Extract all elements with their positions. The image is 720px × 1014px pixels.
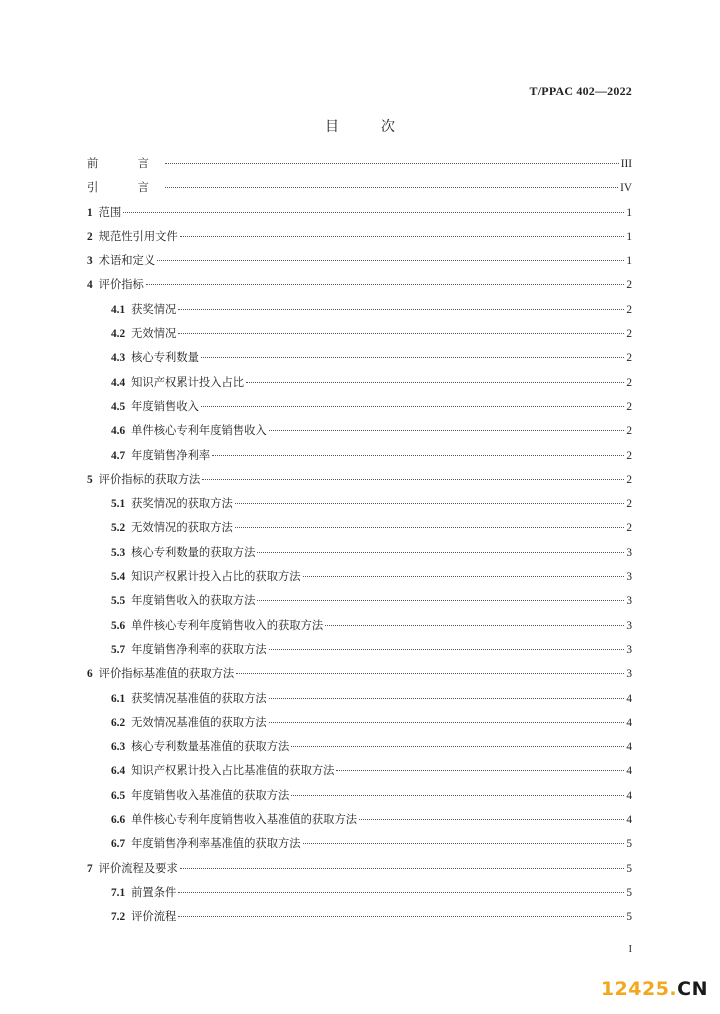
toc-leader-dots <box>178 301 624 310</box>
toc-entry[interactable] <box>87 225 632 249</box>
toc-entry-number: 6.4 <box>111 765 126 778</box>
toc-entry-number: 6.6 <box>111 814 126 827</box>
toc-entry-number: 4.1 <box>111 303 126 316</box>
toc-entry-page: 4 <box>626 789 632 802</box>
toc-entry[interactable] <box>87 541 632 565</box>
toc-leader-dots <box>178 325 624 334</box>
toc-leader-dots <box>235 495 625 504</box>
toc-entry-page: 2 <box>626 473 632 486</box>
toc-entry[interactable] <box>87 832 632 856</box>
toc-entry[interactable] <box>87 808 632 832</box>
toc-leader-dots <box>303 568 625 577</box>
toc-entry-page: 2 <box>626 279 632 292</box>
toc-entry-label: 单件核心专利年度销售收入基准值的获取方法 <box>131 813 358 827</box>
toc-entry[interactable] <box>87 322 632 346</box>
toc-leader-dots <box>269 641 625 650</box>
toc-entry-page: 3 <box>626 546 632 559</box>
toc-entry-number: 6 <box>87 668 93 681</box>
toc-entry-label: 规范性引用文件 <box>98 229 178 243</box>
toc-leader-dots <box>202 471 624 480</box>
toc-entry-page: III <box>620 158 632 170</box>
toc-entry-page: 2 <box>626 328 632 341</box>
toc-entry-label: 年度销售收入 <box>131 399 199 413</box>
toc-title: 目 次 <box>325 119 409 135</box>
toc-entry[interactable] <box>87 273 632 297</box>
toc-entry-label: 评价流程 <box>131 910 177 924</box>
toc-entry-number: 6.1 <box>111 692 126 705</box>
toc-entry-label: 前 言 <box>87 157 163 170</box>
toc-entry[interactable] <box>87 176 632 200</box>
toc-leader-dots <box>123 204 624 213</box>
toc-entry-label: 年度销售净利率的获取方法 <box>131 642 267 656</box>
toc-entry[interactable] <box>87 735 632 759</box>
toc-entry-number: 5.7 <box>111 643 126 656</box>
toc-entry-number: 6.2 <box>111 716 126 729</box>
watermark-dot: . <box>669 978 678 1000</box>
toc-entry-page: 3 <box>626 643 632 656</box>
toc-leader-dots <box>157 252 624 261</box>
toc-entry-number: 6.7 <box>111 838 126 851</box>
toc-leader-dots <box>246 374 624 383</box>
toc-leader-dots <box>165 155 619 164</box>
toc-entry[interactable] <box>87 565 632 589</box>
toc-entry[interactable] <box>87 346 632 370</box>
toc-leader-dots <box>303 835 625 844</box>
toc-entry[interactable] <box>87 395 632 419</box>
toc-leader-dots <box>235 519 625 528</box>
toc-entry-label: 知识产权累计投入占比基准值的获取方法 <box>131 764 335 778</box>
toc-leader-dots <box>178 908 624 917</box>
toc-entry[interactable] <box>87 201 632 225</box>
toc-entry-label: 评价指标的获取方法 <box>98 472 201 486</box>
toc-entry-number: 4.7 <box>111 449 126 462</box>
toc-entry[interactable] <box>87 444 632 468</box>
toc-leader-dots <box>146 276 624 285</box>
toc-leader-dots <box>178 884 624 893</box>
toc-entry[interactable] <box>87 298 632 322</box>
toc-entry[interactable] <box>87 492 632 516</box>
watermark-tld: CN <box>677 978 708 1000</box>
toc-entry-number: 4.3 <box>111 352 126 365</box>
toc-entry-number: 5 <box>87 473 93 486</box>
toc-leader-dots <box>325 617 624 626</box>
site-watermark <box>601 978 708 1000</box>
toc-entry-label: 评价流程及要求 <box>98 861 178 875</box>
toc-entry-label: 年度销售净利率 <box>131 448 211 462</box>
toc-entry-page: 1 <box>626 255 632 268</box>
toc-leader-dots <box>291 738 624 747</box>
toc-entry[interactable] <box>87 419 632 443</box>
toc-entry-label: 范围 <box>98 205 122 219</box>
toc-entry-page: 3 <box>626 571 632 584</box>
toc-entry[interactable] <box>87 784 632 808</box>
toc-leader-dots <box>291 787 624 796</box>
toc-leader-dots <box>212 447 624 456</box>
toc-entry-number: 4.6 <box>111 425 126 438</box>
toc-entry-label: 年度销售收入基准值的获取方法 <box>131 788 290 802</box>
toc-entry[interactable] <box>87 857 632 881</box>
toc-entry-page: 4 <box>626 692 632 705</box>
toc-entry-page: 2 <box>626 303 632 316</box>
toc-entry-label: 年度销售净利率基准值的获取方法 <box>131 837 301 851</box>
toc-entry-page: 5 <box>626 862 632 875</box>
toc-entry-label: 评价指标 <box>98 278 144 292</box>
toc-entry-page: 1 <box>626 206 632 219</box>
toc-entry-label: 获奖情况的获取方法 <box>131 497 233 511</box>
toc-leader-dots <box>180 860 625 869</box>
toc-entry-label: 评价指标基准值的获取方法 <box>98 667 235 681</box>
toc-entry-page: 5 <box>626 886 632 899</box>
toc-leader-dots <box>269 422 625 431</box>
toc-entry-number: 3 <box>87 255 93 268</box>
toc-entry-number: 4.5 <box>111 400 126 413</box>
toc-entry-label: 无效情况的获取方法 <box>131 521 233 535</box>
watermark-number: 12425 <box>600 978 670 1000</box>
toc-entry-number: 1 <box>87 206 93 219</box>
toc-entry-page: 1 <box>626 230 632 243</box>
toc-entry-page: 4 <box>626 741 632 754</box>
toc-leader-dots <box>201 398 624 407</box>
toc-leader-dots <box>359 811 624 820</box>
toc-entry[interactable] <box>87 152 632 176</box>
toc-entry[interactable] <box>87 468 632 492</box>
toc-entry[interactable] <box>87 711 632 735</box>
table-of-contents <box>87 152 632 930</box>
toc-entry-page: 3 <box>626 619 632 632</box>
toc-entry-number: 4.2 <box>111 328 126 341</box>
toc-entry-number: 7.1 <box>111 886 126 899</box>
toc-entry[interactable] <box>87 371 632 395</box>
toc-entry-label: 术语和定义 <box>98 254 156 268</box>
toc-entry-number: 6.5 <box>111 789 126 802</box>
toc-entry-label: 无效情况 <box>131 327 177 341</box>
toc-entry-page: 3 <box>626 595 632 608</box>
toc-leader-dots <box>257 592 624 601</box>
toc-entry-number: 7.2 <box>111 911 126 924</box>
toc-entry[interactable] <box>87 614 632 638</box>
toc-entry-number: 6.3 <box>111 741 126 754</box>
toc-entry-page: 4 <box>626 814 632 827</box>
standard-code: T/PPAC 402—2022 <box>529 84 632 98</box>
toc-leader-dots <box>257 544 624 553</box>
toc-entry-page: 2 <box>626 449 632 462</box>
toc-entry[interactable] <box>87 249 632 273</box>
toc-entry-label: 知识产权累计投入占比的获取方法 <box>131 570 301 584</box>
toc-leader-dots <box>180 228 625 237</box>
toc-entry-number: 5.6 <box>111 619 126 632</box>
toc-entry-number: 2 <box>87 230 93 243</box>
toc-entry[interactable] <box>87 759 632 783</box>
toc-entry-label: 核心专利数量 <box>131 351 199 365</box>
toc-entry-label: 核心专利数量的获取方法 <box>131 545 256 559</box>
toc-entry-number: 5.3 <box>111 546 126 559</box>
toc-entry-label: 前置条件 <box>131 885 177 899</box>
toc-entry[interactable] <box>87 589 632 613</box>
toc-entry-page: 3 <box>626 668 632 681</box>
toc-entry-page: 4 <box>626 716 632 729</box>
toc-entry[interactable] <box>87 905 632 929</box>
toc-entry-label: 获奖情况基准值的获取方法 <box>131 691 267 705</box>
toc-entry-label: 核心专利数量基准值的获取方法 <box>131 740 290 754</box>
toc-entry-number: 7 <box>87 862 93 875</box>
toc-entry-label: 引 言 <box>87 181 163 195</box>
toc-entry[interactable] <box>87 638 632 662</box>
toc-entry-page: 5 <box>626 911 632 924</box>
toc-entry-page: 4 <box>626 765 632 778</box>
toc-entry-label: 单件核心专利年度销售收入的获取方法 <box>131 618 324 632</box>
toc-entry-label: 无效情况基准值的获取方法 <box>131 715 267 729</box>
toc-entry-number: 5.1 <box>111 498 126 511</box>
toc-leader-dots <box>165 179 618 188</box>
toc-entry-page: 2 <box>626 498 632 511</box>
toc-entry-page: 5 <box>626 838 632 851</box>
toc-leader-dots <box>236 665 624 674</box>
toc-entry-page: 2 <box>626 352 632 365</box>
toc-entry[interactable] <box>87 662 632 686</box>
toc-entry-number: 4.4 <box>111 376 126 389</box>
toc-entry-page: 2 <box>626 522 632 535</box>
toc-leader-dots <box>201 349 624 358</box>
toc-entry-label: 单件核心专利年度销售收入 <box>131 424 267 438</box>
toc-entry-number: 5.5 <box>111 595 126 608</box>
toc-entry-page: IV <box>620 182 632 195</box>
toc-leader-dots <box>269 690 625 699</box>
toc-leader-dots <box>336 762 624 771</box>
toc-entry-page: 2 <box>626 400 632 413</box>
toc-leader-dots <box>269 714 625 723</box>
toc-entry-number: 5.4 <box>111 571 126 584</box>
toc-entry-page: 2 <box>626 425 632 438</box>
toc-entry[interactable] <box>87 687 632 711</box>
toc-entry-label: 知识产权累计投入占比 <box>131 375 245 389</box>
toc-entry[interactable] <box>87 516 632 540</box>
toc-entry[interactable] <box>87 881 632 905</box>
toc-entry-label: 年度销售收入的获取方法 <box>131 594 256 608</box>
page-number: I <box>628 944 632 955</box>
toc-entry-number: 5.2 <box>111 522 126 535</box>
toc-entry-number: 4 <box>87 279 93 292</box>
toc-entry-page: 2 <box>626 376 632 389</box>
toc-entry-label: 获奖情况 <box>131 302 177 316</box>
